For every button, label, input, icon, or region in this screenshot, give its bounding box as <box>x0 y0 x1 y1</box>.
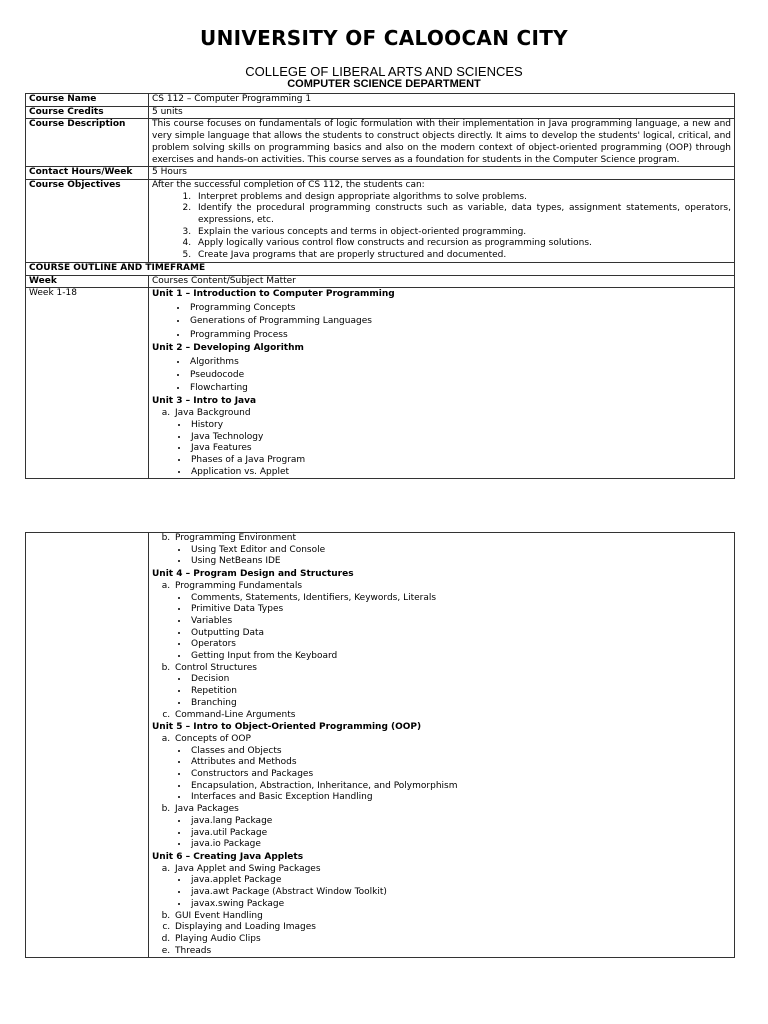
topic-item: • Branching <box>189 698 731 710</box>
subtopic-item: d. Playing Audio Clips <box>173 934 731 946</box>
objective-item: 1. Interpret problems and design appropriate algorithms to solve problems. <box>194 192 731 204</box>
topic-item: • java.awt Package (Abstract Window Toolkit) <box>189 887 731 899</box>
topic-item: • javax.swing Package <box>189 899 731 911</box>
course-credits-row <box>26 106 735 119</box>
course-objectives-label: Course Objectives <box>26 179 149 262</box>
subtopic-item: c. Displaying and Loading Images <box>173 922 731 934</box>
course-name-label: Course Name <box>26 94 149 107</box>
topic-item: • Primitive Data Types <box>189 604 731 616</box>
outline-content-row <box>26 533 735 958</box>
subtopic-bullets <box>175 746 731 805</box>
objectives-intro: After the successful completion of CS 112, the students can: <box>152 179 425 190</box>
topic-item: • Flowcharting <box>188 382 731 395</box>
topic-item: • Generations of Programming Languages <box>188 315 731 328</box>
topic-item: • Attributes and Methods <box>189 757 731 769</box>
course-name-row <box>26 94 735 107</box>
topic-item: • History <box>189 420 731 432</box>
subtopic-item <box>173 533 731 568</box>
week-header: Week <box>26 275 149 288</box>
week-value: Week 1-18 <box>26 288 149 479</box>
topic-item: • Outputting Data <box>189 628 731 640</box>
topic-item: • Algorithms <box>188 356 731 369</box>
contact-hours-row <box>26 167 735 180</box>
topic-item: • Getting Input from the Keyboard <box>189 651 731 663</box>
outline-content-row <box>26 288 735 479</box>
subtopic-label: Programming Fundamentals <box>175 580 303 591</box>
college-name: COLLEGE OF LIBERAL ARTS AND SCIENCES <box>245 64 523 79</box>
subtopic-item <box>173 408 731 478</box>
objective-item: 4. Apply logically various control flow constructs and recursion as programming solutions. <box>194 238 731 250</box>
course-objectives-row <box>26 179 735 262</box>
subtopic-item <box>173 581 731 663</box>
subtopic-list <box>152 533 731 568</box>
subtopic-label: Programming Environment <box>175 533 296 543</box>
subtopic-item <box>173 734 731 804</box>
department-name: COMPUTER SCIENCE DEPARTMENT <box>287 78 481 90</box>
subtopic-bullets <box>175 674 731 709</box>
unit-topic-list <box>152 356 731 396</box>
topic-item: • Java Technology <box>189 432 731 444</box>
topic-item: • Phases of a Java Program <box>189 455 731 467</box>
topic-item: • Programming Process <box>188 329 731 342</box>
course-name-value: CS 112 – Computer Programming 1 <box>149 94 735 107</box>
topic-item: • Repetition <box>189 686 731 698</box>
university-title: UNIVERSITY OF CALOOCAN CITY <box>200 26 568 50</box>
course-credits-value: 5 units <box>149 106 735 119</box>
topic-item: • Application vs. Applet <box>189 467 731 479</box>
subtopic-item <box>173 663 731 710</box>
subtopic-label: Java Packages <box>175 804 239 815</box>
course-description-label: Course Description <box>26 119 149 167</box>
unit-title: Unit 2 – Developing Algorithm <box>152 342 304 353</box>
course-description-row <box>26 119 735 167</box>
objectives-list <box>152 192 731 262</box>
unit-title: Unit 5 – Intro to Object-Oriented Programming (OOP) <box>152 722 422 733</box>
topic-item: • Classes and Objects <box>189 746 731 758</box>
subtopic-item: e. Threads <box>173 946 731 958</box>
topic-item: • Java Features <box>189 443 731 455</box>
topic-item: • Encapsulation, Abstraction, Inheritance, and Polymorphism <box>189 781 731 793</box>
unit-topic-list <box>152 302 731 342</box>
subtopic-item: b. GUI Event Handling <box>173 911 731 923</box>
topic-item: • java.util Package <box>189 828 731 840</box>
topic-item: • java.lang Package <box>189 816 731 828</box>
topic-item: • java.applet Package <box>189 875 731 887</box>
topic-item: • java.io Package <box>189 839 731 851</box>
subtopic-label: Java Applet and Swing Packages <box>175 863 321 874</box>
outline-heading-row <box>26 262 735 275</box>
topic-item: • Pseudocode <box>188 369 731 382</box>
content-header: Courses Content/Subject Matter <box>149 275 735 288</box>
course-credits-label: Course Credits <box>26 106 149 119</box>
outline-content-cell <box>149 533 735 958</box>
topic-item: • Using Text Editor and Console <box>189 545 731 557</box>
subtopic-list <box>152 864 731 958</box>
topic-item: • Using NetBeans IDE <box>189 556 731 568</box>
unit-title: Unit 3 – Intro to Java <box>152 396 257 407</box>
subtopic-bullets <box>175 816 731 851</box>
topic-item: • Operators <box>189 639 731 651</box>
subtopic-bullets <box>175 545 731 568</box>
contact-hours-label: Contact Hours/Week <box>26 167 149 180</box>
subtopic-list <box>152 734 731 851</box>
week-cell-empty <box>26 533 149 958</box>
subtopic-bullets <box>175 593 731 663</box>
topic-item: • Decision <box>189 674 731 686</box>
subtopic-item: c. Command-Line Arguments <box>173 710 731 722</box>
syllabus-table <box>25 93 735 479</box>
objective-item: 2. Identify the procedural programming constructs such as variable, data types, assignment statements, operators, expressions, etc. <box>194 203 731 226</box>
outline-heading: COURSE OUTLINE AND TIMEFRAME <box>26 262 735 275</box>
unit-title: Unit 6 – Creating Java Applets <box>152 851 304 862</box>
subtopic-list <box>152 581 731 721</box>
outline-header-row <box>26 275 735 288</box>
topic-item: • Variables <box>189 616 731 628</box>
objective-item: 5. Create Java programs that are properly structured and documented. <box>194 250 731 262</box>
course-objectives-value <box>149 179 735 262</box>
outline-content-cell <box>149 288 735 479</box>
topic-item: • Comments, Statements, Identifiers, Keywords, Literals <box>189 593 731 605</box>
topic-item: • Constructors and Packages <box>189 769 731 781</box>
unit-title: Unit 1 – Introduction to Computer Programming <box>152 289 395 300</box>
subtopic-item <box>173 804 731 851</box>
subtopic-bullets <box>175 420 731 479</box>
objective-item: 3. Explain the various concepts and terms in object-oriented programming. <box>194 227 731 239</box>
topic-item: • Programming Concepts <box>188 302 731 315</box>
course-description-value: This course focuses on fundamentals of logic formulation with their implementation in Java programming language, a new and very simple language that allows the students to construct objects directly. It aims to develop the students' logical, critical, and problem solving skills on programming basics and also on the modern context of object-oriented programming (OOP) through exercises and hands-on activities. This course serves as a foundation for students in the Computer Science program. <box>149 119 735 167</box>
subtopic-label: Control Structures <box>175 662 257 673</box>
subtopic-list <box>152 408 731 478</box>
subtopic-item <box>173 864 731 911</box>
contact-hours-value: 5 Hours <box>149 167 735 180</box>
unit-title: Unit 4 – Program Design and Structures <box>152 569 354 580</box>
subtopic-label: Java Background <box>175 408 251 419</box>
subtopic-bullets <box>175 875 731 910</box>
topic-item: • Interfaces and Basic Exception Handling <box>189 792 731 804</box>
subtopic-label: Concepts of OOP <box>175 733 251 744</box>
syllabus-table-continued <box>25 532 735 958</box>
